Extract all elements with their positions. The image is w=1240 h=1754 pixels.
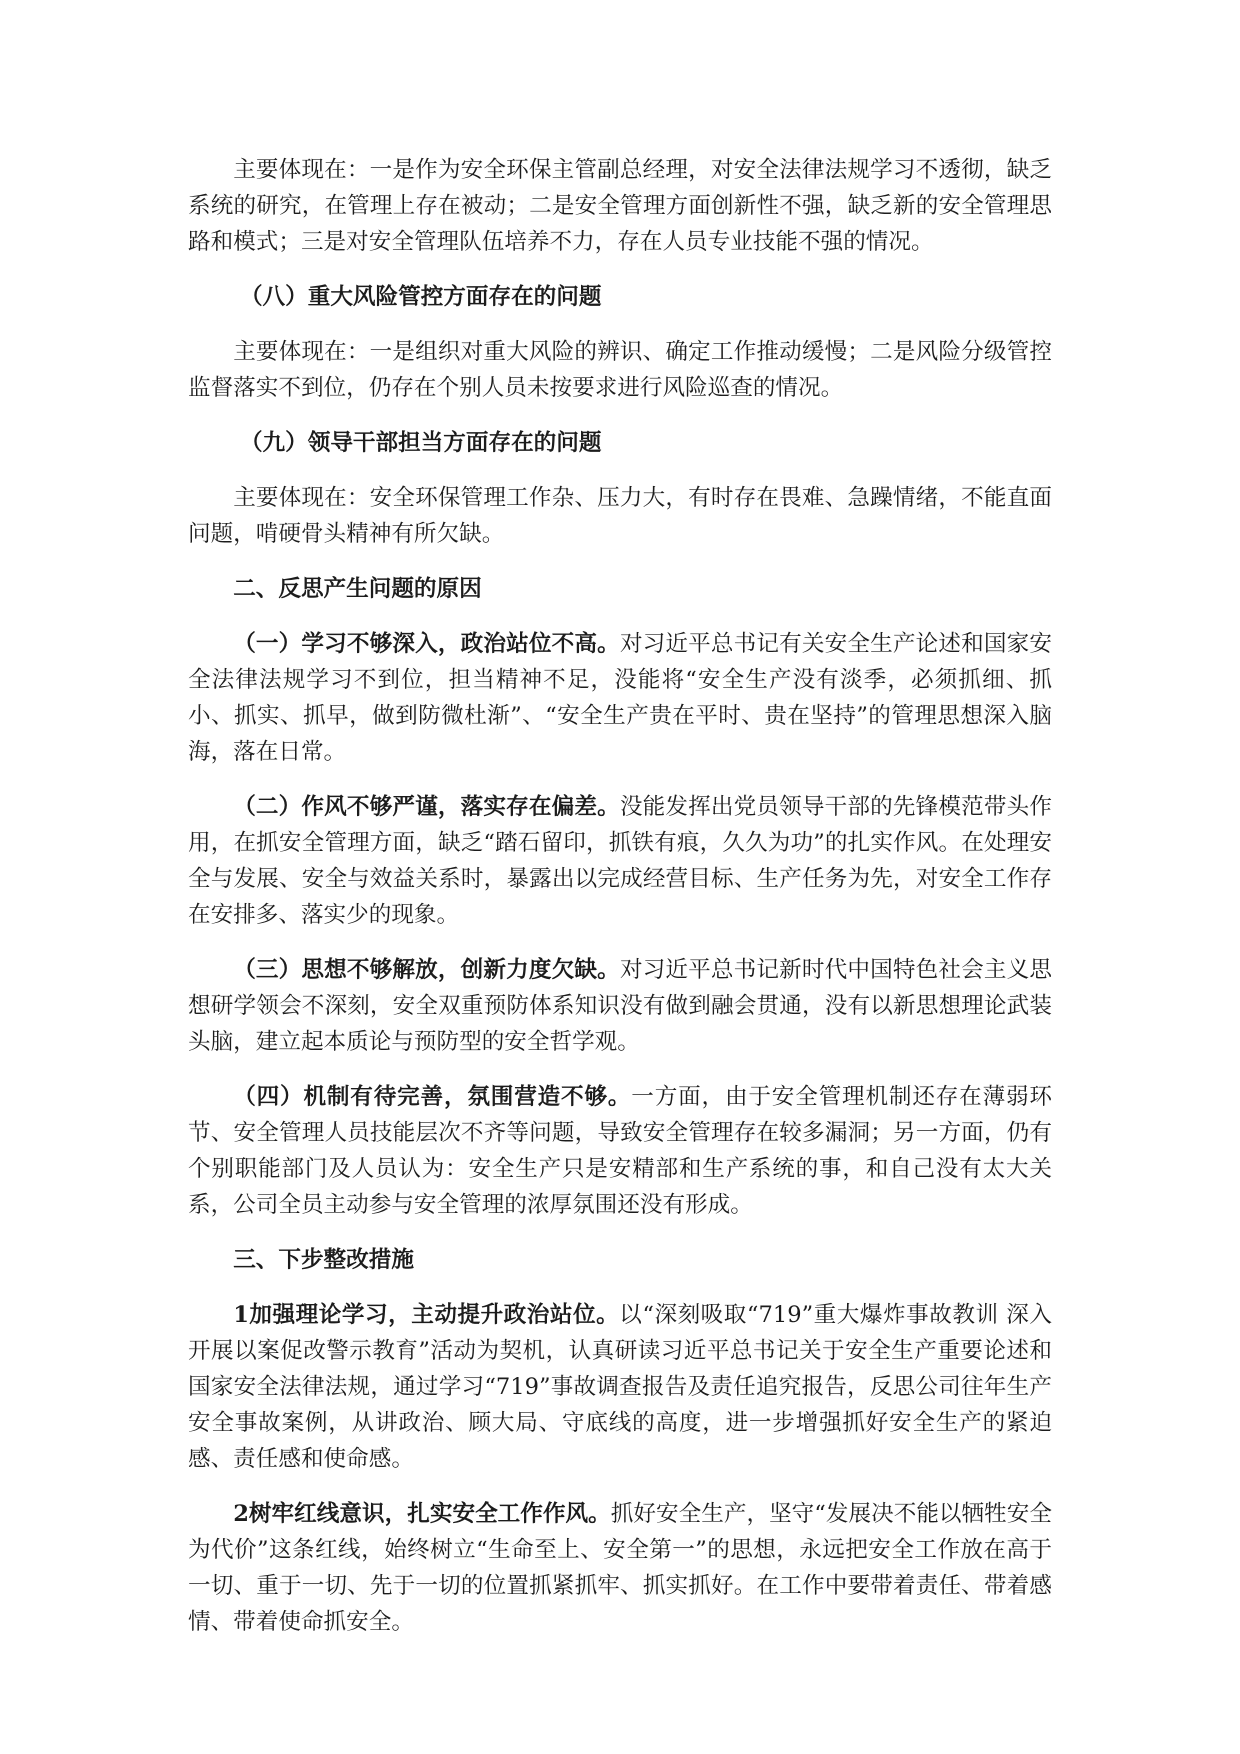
- paragraph: [188, 480, 1052, 552]
- paragraph: [188, 152, 1052, 260]
- paragraph: [188, 626, 1052, 770]
- chapter-heading: 二、反思产生问题的原因: [233, 576, 482, 602]
- paragraph-lead: （三）思想不够解放，创新力度欠缺。: [233, 957, 620, 983]
- paragraph-text: 主要体现在：一是组织对重大风险的辨识、确定工作推动缓慢；二是风险分级管控监督落实不到位，仍存在个别人员未按要求进行风险巡查的情况。: [188, 339, 1052, 401]
- paragraph-lead: （一）学习不够深入，政治站位不高。: [233, 631, 620, 657]
- chapter-heading: 三、下步整改措施: [233, 1247, 414, 1273]
- paragraph: [188, 1079, 1052, 1223]
- document-page: [188, 152, 1052, 1659]
- paragraph-lead: 1加强理论学习，主动提升政治站位。: [233, 1302, 620, 1328]
- paragraph-text: 以“深刻吸取“719”重大爆炸事故教训 深入开展以案促改警示教育”活动为契机，认真研读习近平总书记关于安全生产重要论述和国家安全法律法规，通过学习“719”事故调查报告及责任追究报告，反思公司往年生产安全事故案例，从讲政治、顾大局、守底线的高度，进一步增强抓好安全生产的紧迫感、责任感和使命感。: [188, 1302, 1052, 1472]
- paragraph-text: 没能发挥出党员领导干部的先锋模范带头作用，在抓安全管理方面，缺乏“踏石留印，抓铁有痕，久久为功”的扎实作风。在处理安全与发展、安全与效益关系时，暴露出以完成经营目标、生产任务为先，对安全工作存在安排多、落实少的现象。: [188, 794, 1053, 928]
- paragraph: [188, 334, 1052, 406]
- paragraph-text: 主要体现在：一是作为安全环保主管副总经理，对安全法律法规学习不透彻，缺乏系统的研究，在管理上存在被动；二是安全管理方面创新性不强，缺乏新的安全管理思路和模式；三是对安全管理队伍培养不力，存在人员专业技能不强的情况。: [188, 157, 1052, 255]
- paragraph: [188, 952, 1052, 1060]
- paragraph: [188, 1496, 1052, 1640]
- paragraph-text: 对习近平总书记新时代中国特色社会主义思想研学领会不深刻，安全双重预防体系知识没有做到融会贯通，没有以新思想理论武装头脑，建立起本质论与预防型的安全哲学观。: [188, 957, 1053, 1055]
- section-heading: （八）重大风险管控方面存在的问题: [239, 284, 602, 310]
- section-heading: （九）领导干部担当方面存在的问题: [239, 430, 602, 456]
- paragraph-text: 抓好安全生产，坚守“发展决不能以牺牲安全为代价”这条红线，始终树立“生命至上、安全第一”的思想，永远把安全工作放在高于一切、重于一切、先于一切的位置抓紧抓牢、抓实抓好。在工作中要带着责任、带着感情、带着使命抓安全。: [188, 1501, 1052, 1635]
- paragraph-text: 一方面，由于安全管理机制还存在薄弱环节、安全管理人员技能层次不齐等问题，导致安全管理存在较多漏洞；另一方面，仍有个别职能部门及人员认为：安全生产只是安精部和生产系统的事，和自己没有太大关系，公司全员主动参与安全管理的浓厚氛围还没有形成。: [188, 1084, 1052, 1218]
- paragraph-text: 主要体现在：安全环保管理工作杂、压力大，有时存在畏难、急躁情绪，不能直面问题，啃硬骨头精神有所欠缺。: [188, 485, 1052, 547]
- paragraph-lead: （四）机制有待完善，氛围营造不够。: [233, 1084, 632, 1110]
- paragraph: [188, 1297, 1052, 1477]
- paragraph-lead: 2树牢红线意识，扎实安全工作作风。: [233, 1501, 611, 1527]
- paragraph: [188, 789, 1052, 933]
- paragraph-text: 对习近平总书记有关安全生产论述和国家安全法律法规学习不到位，担当精神不足，没能将“安全生产没有淡季，必须抓细、抓小、抓实、抓早，做到防微杜渐”、“安全生产贵在平时、贵在坚持”的管理思想深入脑海，落在日常。: [188, 631, 1053, 765]
- paragraph-lead: （二）作风不够严谨，落实存在偏差。: [233, 794, 620, 820]
